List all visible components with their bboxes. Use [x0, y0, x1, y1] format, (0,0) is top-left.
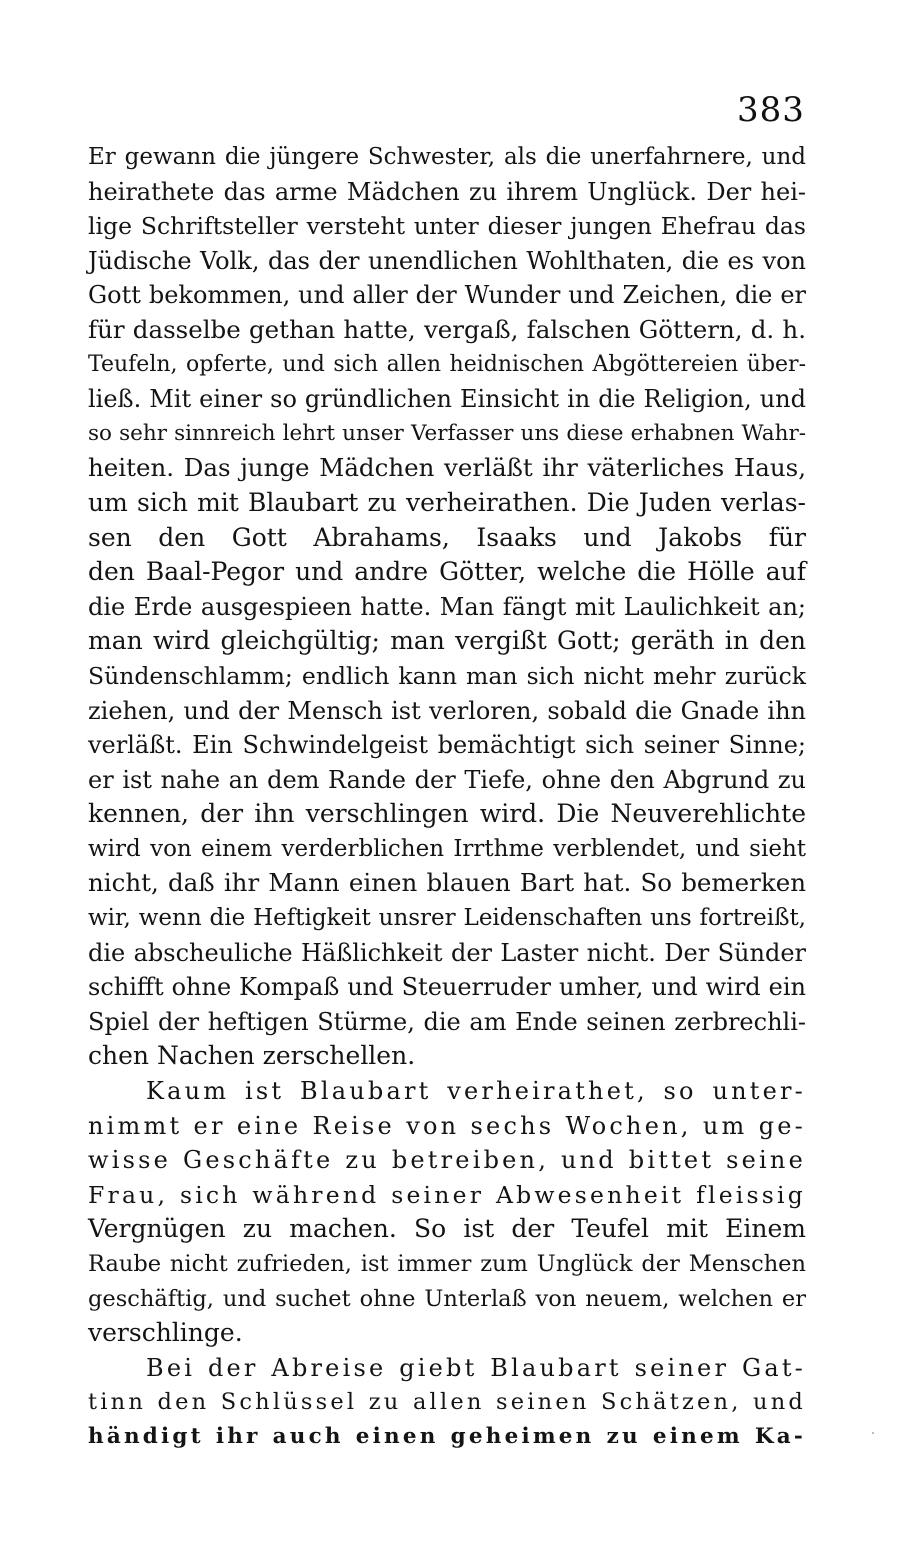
text-line: Teufeln, opferte, und sich allen heidnischen Abgöttereien über- [88, 351, 806, 377]
text-line: händigt ihr auch einen geheimen zu einem Ka- [88, 1423, 806, 1449]
text-line: verläßt. Ein Schwindelgeist bemächtigt sich seiner Sinne; [88, 731, 806, 760]
text-line: wisse Geschäfte zu betreiben, und bittet seine [88, 1146, 806, 1175]
body-text [88, 140, 806, 1455]
text-line: verschlinge. [88, 1318, 243, 1348]
text-line: Kaum ist Blaubart verheirathet, so unter- [146, 1077, 806, 1106]
text-line: kennen, der ihn verschlingen wird. Die Neuverehlichte [88, 799, 806, 829]
text-line: die abscheuliche Häßlichkeit der Laster nicht. Der Sünder [88, 938, 806, 967]
text-line: geschäftig, und suchet ohne Unterlaß von neuem, welchen er [88, 1285, 806, 1312]
text-line: sen den Gott Abrahams, Isaaks und Jakobs für [88, 522, 806, 552]
text-line: Er gewann die jüngere Schwester, als die unerfahrnere, und [88, 144, 806, 170]
text-line: wir, wenn die Heftigkeit unsrer Leidenschaften uns fortreißt, [88, 905, 806, 932]
text-line: Sündenschlamm; endlich kann man sich nicht mehr zurück [88, 661, 806, 690]
text-line: ziehen, und der Mensch ist verloren, sobald die Gnade ihn [88, 696, 806, 725]
text-line: schifft ohne Kompaß und Steuerruder umher, und wird ein [88, 973, 806, 1002]
text-line: Jüdische Volk, das der unendlichen Wohlthaten, die es von [88, 246, 806, 275]
text-line: Frau, sich während seiner Abwesenheit fleissig [88, 1180, 806, 1209]
text-line: nimmt er eine Reise von sechs Wochen, um ge- [88, 1111, 806, 1140]
text-line: Raube nicht zufrieden, ist immer zum Unglück der Menschen [88, 1251, 806, 1277]
text-line: um sich mit Blaubart zu verheirathen. Die Juden verlas- [88, 487, 806, 517]
text-line: Bei der Abreise giebt Blaubart seiner Gat- [146, 1353, 806, 1382]
page-number: 383 [737, 90, 805, 130]
text-line: Vergnügen zu machen. So ist der Teufel mit Einem [88, 1214, 806, 1244]
text-line: nicht, daß ihr Mann einen blauen Bart hat. So bemerken [88, 868, 806, 898]
text-line: heiten. Das junge Mädchen verläßt ihr väterliches Haus, [88, 453, 806, 483]
text-line: chen Nachen zerschellen. [88, 1041, 416, 1071]
text-line: wird von einem verderblichen Irrthme verblendet, und sieht [88, 835, 806, 862]
paper-speck [872, 1432, 874, 1434]
text-line: man wird gleichgültig; man vergißt Gott; geräth in den [88, 626, 806, 656]
text-line: tinn den Schlüssel zu allen seinen Schätzen, und [88, 1389, 806, 1416]
text-line: Gott bekommen, und aller der Wunder und Zeichen, die er [88, 281, 806, 310]
text-line: den Baal-Pegor und andre Götter, welche die Hölle auf [88, 557, 806, 587]
text-line: ließ. Mit einer so gründlichen Einsicht in die Religion, und [88, 385, 806, 414]
text-line: für dasselbe gethan hatte, vergaß, falschen Göttern, d. h. [88, 314, 806, 344]
text-line: so sehr sinnreich lehrt unser Verfasser uns diese erhabnen Wahr- [88, 420, 806, 446]
text-line: Spiel der heftigen Stürme, die am Ende seinen zerbrechli- [88, 1007, 806, 1036]
text-line: heirathete das arme Mädchen zu ihrem Unglück. Der hei- [88, 177, 806, 206]
text-line: lige Schriftsteller versteht unter dieser jungen Ehefrau das [88, 212, 806, 241]
text-line: er ist nahe an dem Rande der Tiefe, ohne den Abgrund zu [88, 765, 806, 794]
text-line: die Erde ausgespieen hatte. Man fängt mit Laulichkeit an; [88, 592, 806, 621]
